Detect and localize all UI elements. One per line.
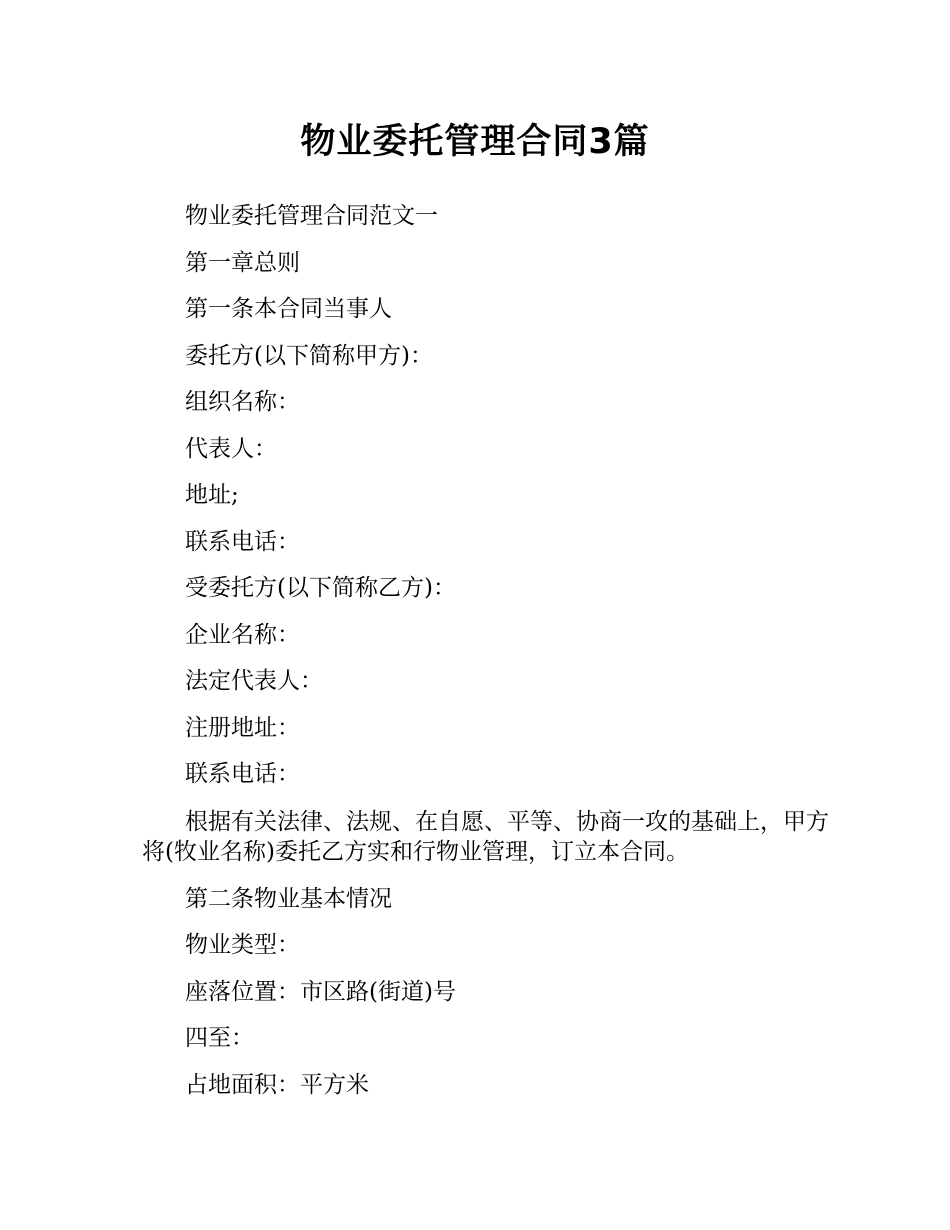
paragraph-company-name: 企业名称： [185,621,300,648]
paragraph-article-one-parties: 第一条本合同当事人 [185,296,392,322]
paragraph-registered-address: 注册地址： [185,714,300,741]
document-title: 物业委托管理合同3篇 [300,122,650,162]
paragraph-agreement-basis: 根据有关法律、法规、在自愿、平等、协商一攻的基础上，甲方将(牧业名称)委托乙方实和行物业管理，订立本合同。 [142,808,829,865]
paragraph-trustee-party: 受委托方(以下简称乙方)： [185,575,456,601]
paragraph-contract-sample-one: 物业委托管理合同范文一 [185,203,438,229]
paragraph-article-two-property: 第二条物业基本情况 [185,885,392,912]
document-body [142,202,832,1117]
paragraph-chapter-one-general: 第一章总则 [185,249,300,276]
paragraph-location: 座落位置：市区路(街道)号 [185,978,456,1005]
paragraph-principal-party: 委托方(以下简称甲方)： [185,342,433,369]
paragraph-land-area: 占地面积：平方米 [185,1071,369,1098]
paragraph-contact-phone-a: 联系电话： [185,528,300,555]
paragraph-boundaries: 四至： [185,1025,254,1051]
paragraph-organization-name: 组织名称： [185,389,300,415]
paragraph-contact-phone-b: 联系电话： [185,761,300,787]
paragraph-representative: 代表人： [185,435,277,462]
paragraph-property-type: 物业类型： [185,932,300,958]
paragraph-legal-representative: 法定代表人： [185,668,323,694]
paragraph-address: 地址; [185,482,239,508]
